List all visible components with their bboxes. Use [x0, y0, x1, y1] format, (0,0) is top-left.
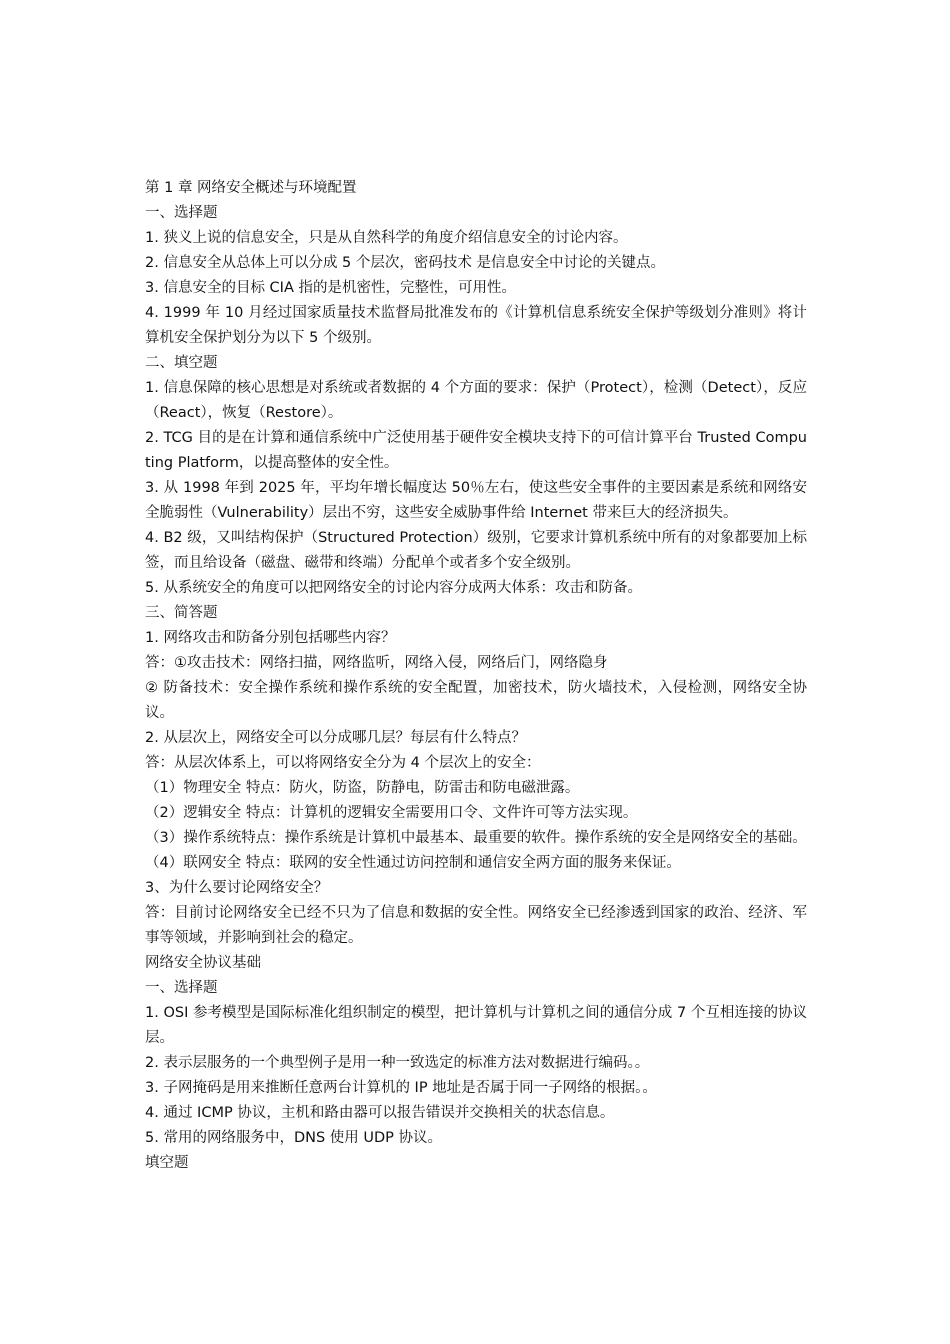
answer: （2）逻辑安全 特点：计算机的逻辑安全需要用口令、文件许可等方法实现。 [145, 805, 638, 821]
answer: ② 防备技术：安全操作系统和操作系统的安全配置，加密技术，防火墙技术，入侵检测，网络安全协议。 [145, 680, 807, 721]
paragraph: 1. OSI 参考模型是国际标准化组织制定的模型，把计算机与计算机之间的通信分成 7 个互相连接的协议层。 [145, 1005, 807, 1046]
chapter-title: 第 1 章 网络安全概述与环境配置 [145, 180, 357, 196]
paragraph: 4. B2 级，又叫结构保护（Structured Protection）级别，它要求计算机系统中所有的对象都要加上标签，而且给设备（磁盘、磁带和终端）分配单个或者多个安全级别。 [145, 530, 807, 571]
section-heading-choice: 一、选择题 [145, 205, 218, 221]
paragraph: 2. TCG 目的是在计算和通信系统中广泛使用基于硬件安全模块支持下的可信计算平台 Trusted Computing Platform，以提高整体的安全性。 [145, 430, 807, 471]
paragraph: 4. 通过 ICMP 协议，主机和路由器可以报告错误并交换相关的状态信息。 [145, 1105, 615, 1121]
document-body [145, 176, 807, 1176]
section-heading-fill-2: 填空题 [145, 1155, 189, 1171]
paragraph: 3. 子网掩码是用来推断任意两台计算机的 IP 地址是否属于同一子网络的根据。。 [145, 1080, 657, 1096]
paragraph: 4. 1999 年 10 月经过国家质量技术监督局批准发布的《计算机信息系统安全保护等级划分准则》将计算机安全保护划分为以下 5 个级别。 [145, 305, 807, 346]
paragraph: 5. 常用的网络服务中，DNS 使用 UDP 协议。 [145, 1130, 443, 1146]
answer: 答：①攻击技术：网络扫描，网络监听，网络入侵，网络后门，网络隐身 [145, 655, 608, 671]
paragraph: 3. 从 1998 年到 2025 年，平均年增长幅度达 50％左右，使这些安全事件的主要因素是系统和网络安全脆弱性（Vulnerability）层出不穷，这些安全威胁事件给 Internet 带来巨大的经济损失。 [145, 480, 807, 521]
paragraph: 1. 狭义上说的信息安全，只是从自然科学的角度介绍信息安全的讨论内容。 [145, 230, 628, 246]
section-heading-choice-2: 一、选择题 [145, 980, 218, 996]
question: 3、为什么要讨论网络安全？ [145, 880, 329, 896]
answer: （1）物理安全 特点：防火，防盗，防静电，防雷击和防电磁泄露。 [145, 780, 580, 796]
answer: （4）联网安全 特点：联网的安全性通过访问控制和通信安全两方面的服务来保证。 [145, 855, 681, 871]
paragraph: 2. 表示层服务的一个典型例子是用一种一致选定的标准方法对数据进行编码。。 [145, 1055, 650, 1071]
answer: 答：从层次体系上，可以将网络安全分为 4 个层次上的安全： [145, 755, 541, 771]
paragraph: 1. 信息保障的核心思想是对系统或者数据的 4 个方面的要求：保护（Protect），检测（Detect），反应（React），恢复（Restore）。 [145, 380, 807, 421]
section-heading-fill: 二、填空题 [145, 355, 218, 371]
question: 1. 网络攻击和防备分别包括哪些内容？ [145, 630, 396, 646]
section-heading-short-answer: 三、简答题 [145, 605, 218, 621]
paragraph: 2. 信息安全从总体上可以分成 5 个层次，密码技术 是信息安全中讨论的关键点。 [145, 255, 665, 271]
answer: （3）操作系统特点：操作系统是计算机中最基本、最重要的软件。操作系统的安全是网络安全的基础。 [145, 830, 807, 846]
answer: 答：目前讨论网络安全已经不只为了信息和数据的安全性。网络安全已经渗透到国家的政治、经济、军事等领域，并影响到社会的稳定。 [145, 905, 807, 946]
question: 2. 从层次上，网络安全可以分成哪几层？每层有什么特点？ [145, 730, 526, 746]
paragraph: 5. 从系统安全的角度可以把网络安全的讨论内容分成两大体系：攻击和防备。 [145, 580, 642, 596]
paragraph: 3. 信息安全的目标 CIA 指的是机密性，完整性，可用性。 [145, 280, 516, 296]
section-title-protocol: 网络安全协议基础 [145, 955, 261, 971]
